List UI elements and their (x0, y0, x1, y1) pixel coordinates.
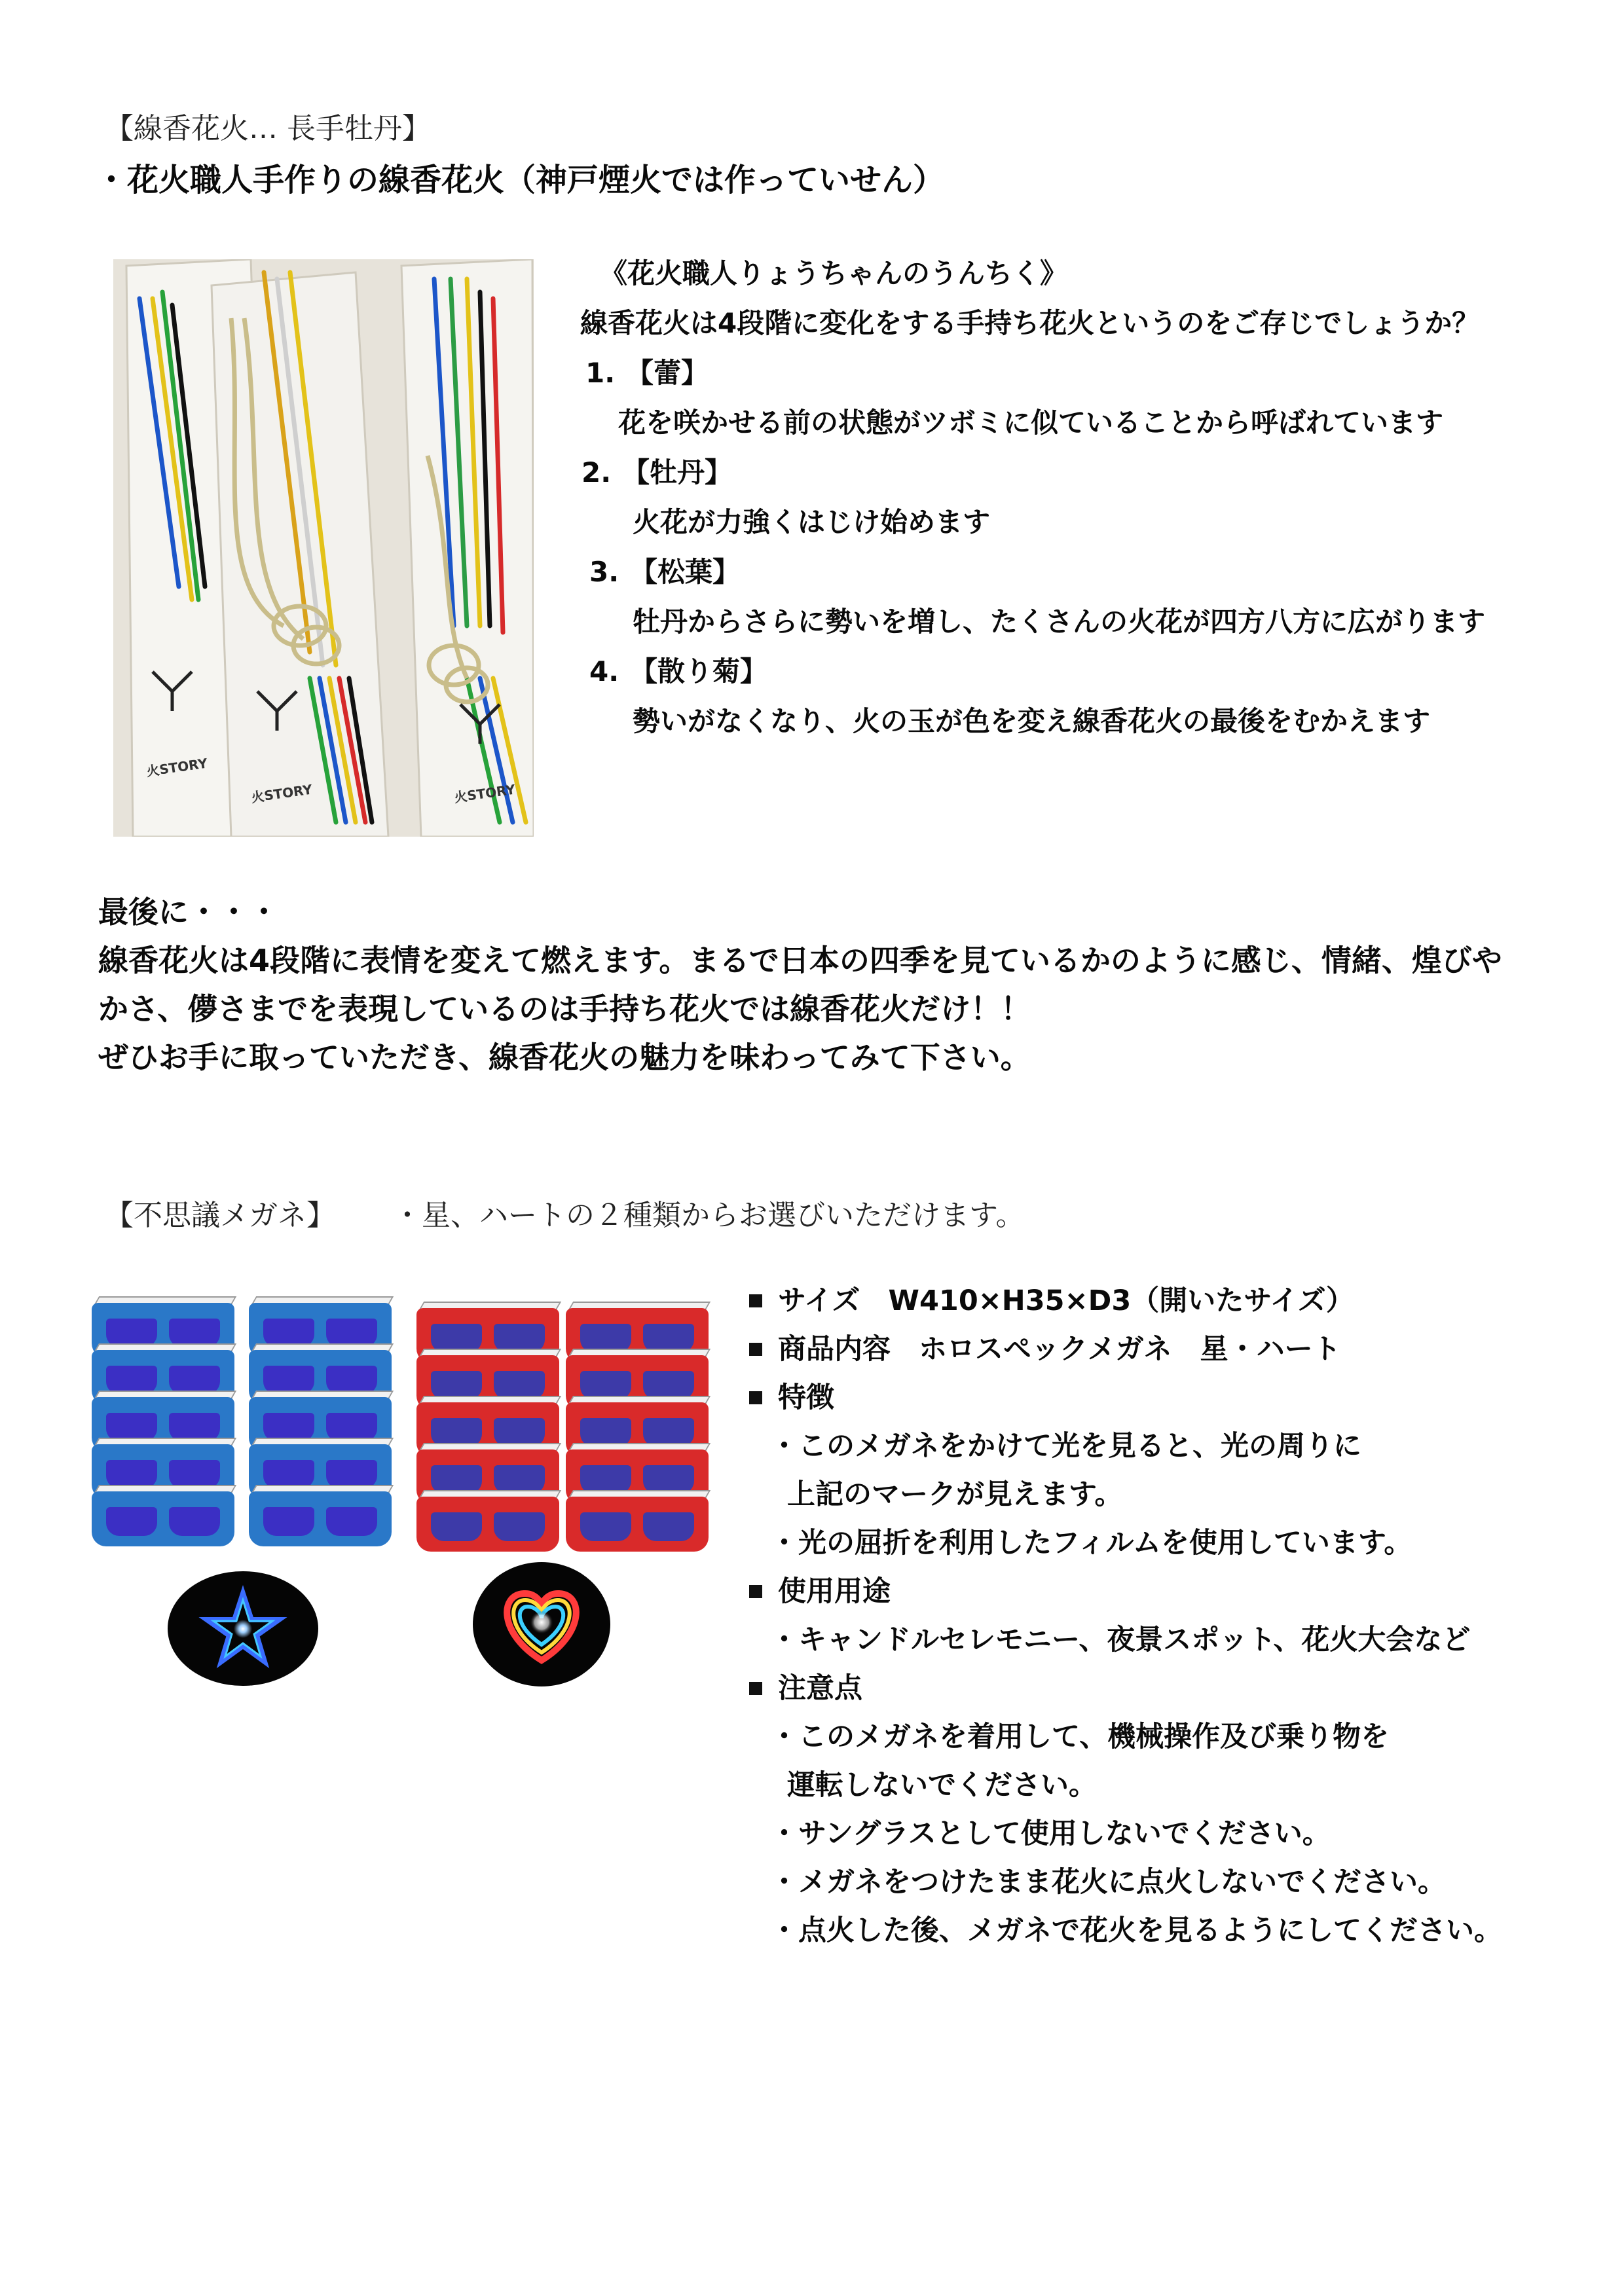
heart-icon (473, 1562, 610, 1686)
bullet-square-icon (749, 1294, 762, 1307)
glasses-item (92, 1491, 234, 1546)
glasses-note: ・星、ハートの２種類からお選びいただけます。 (393, 1199, 1025, 1232)
heart-lens-preview (473, 1562, 610, 1686)
stage-number: 1. (585, 357, 616, 389)
bullet-square-icon (749, 1682, 762, 1695)
spec-caution-title: 注意点 (744, 1664, 1595, 1713)
glasses-item (566, 1497, 709, 1552)
brand-logo-text: 火STORY (452, 781, 517, 806)
stage-item (580, 448, 1562, 498)
senko-subtitle: ・花火職人手作りの線香花火（神戸煙火では作っていせん） (96, 162, 945, 198)
stage-item (580, 348, 1562, 398)
bullet-square-icon (749, 1585, 762, 1598)
spec-caution-line: ・メガネをつけたまま花火に点火しないでください。 (770, 1866, 1446, 1899)
stage-description: 牡丹からさらに勢いを増し、たくさんの火花が四方八方に広がります (633, 606, 1486, 638)
star-icon (168, 1571, 318, 1686)
stage-number: 3. (589, 556, 619, 588)
spec-usage-line: ・キャンドルセレモニー、夜景スポット、花火大会など (770, 1624, 1471, 1656)
blue-glasses-stack (92, 1303, 399, 1539)
senko-heading: 【線香花火… 長手牡丹】 (105, 112, 431, 145)
spec-feature-title: 特徴 (744, 1374, 1595, 1422)
star-lens-preview (168, 1571, 318, 1686)
stage-number: 4. (589, 655, 619, 687)
stage-number: 2. (581, 456, 612, 488)
glasses-heading: 【不思議メガネ】 (105, 1199, 335, 1232)
stage-description: 花を咲かせる前の状態がツボミに似ていることから呼ばれています (618, 407, 1444, 439)
closing-lead: 最後に・・・ (98, 894, 279, 930)
closing-line: ぜひお手に取っていただき、線香花火の魅力を味わってみて下さい。 (98, 1040, 1031, 1075)
glasses-spec-list (744, 1277, 1595, 1955)
spec-caution-line: ・このメガネを着用して、機械操作及び乗り物を (770, 1721, 1390, 1753)
spec-contents: 商品内容 ホロスペックメガネ 星・ハート (744, 1325, 1595, 1374)
bullet-square-icon (749, 1343, 762, 1356)
glasses-item (249, 1491, 392, 1546)
stage-description: 火花が力強くはじけ始めます (633, 506, 991, 538)
red-glasses-stack (416, 1308, 724, 1544)
stage-item (580, 647, 1562, 697)
sparkler-product-photo (113, 259, 534, 837)
trivia-intro: 線香花火は4段階に変化をする手持ち花火というのをご存じでしょうか？ (580, 307, 1480, 339)
brand-logo-text: 火STORY (249, 781, 314, 806)
trivia-block (580, 249, 1562, 746)
stage-description: 勢いがなくなり、火の玉が色を変え線香花火の最後をむかえます (633, 705, 1431, 737)
spec-size: サイズ W410×H35×D3（開いたサイズ） (744, 1277, 1595, 1325)
bullet-square-icon (749, 1391, 762, 1404)
sparkler-illustration (113, 259, 534, 837)
stage-item (580, 547, 1562, 597)
closing-line: 線香花火は4段階に表情を変えて燃えます。まるで日本の四季を見ているかのように感じ、情緒、煌びや (98, 943, 1502, 978)
brand-logo-text: 火STORY (145, 755, 209, 780)
spec-feature-line: 上記のマークが見えます。 (787, 1478, 1123, 1511)
spec-feature-line: ・このメガネをかけて光を見ると、光の周りに (770, 1430, 1361, 1463)
trivia-title: 《花火職人りょうちゃんのうんちく》 (600, 257, 1068, 289)
closing-block (98, 888, 1539, 1082)
spec-feature-line: ・光の屈折を利用したフィルムを使用しています。 (770, 1527, 1412, 1559)
stage-name: 【牡丹】 (622, 456, 733, 488)
glasses-item (416, 1497, 559, 1552)
spec-caution-line: ・サングラスとして使用しないでください。 (770, 1817, 1331, 1850)
spec-caution-line: 運転しないでください。 (787, 1769, 1097, 1802)
stage-name: 【散り菊】 (630, 655, 768, 687)
closing-line: かさ、儚さまでを表現しているのは手持ち花火では線香花火だけ！！ (98, 991, 1031, 1027)
stage-name: 【蕾】 (626, 357, 709, 389)
spec-caution-line: ・点火した後、メガネで花火を見るようにしてください。 (770, 1914, 1502, 1947)
stage-name: 【松葉】 (630, 556, 741, 588)
spec-usage-title: 使用用途 (744, 1567, 1595, 1616)
